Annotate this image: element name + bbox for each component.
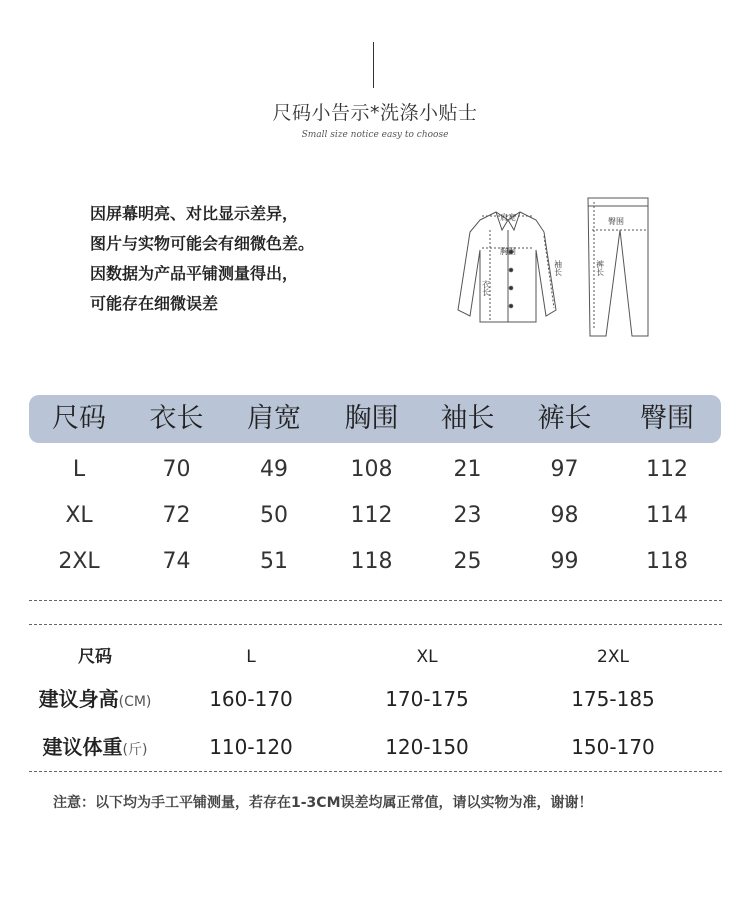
- header-cell: 衣长: [149, 403, 204, 434]
- table-cell: XL: [65, 503, 93, 528]
- table-cell: 99: [550, 549, 579, 574]
- recommend-row-label: [29, 683, 161, 712]
- table-cell: 112: [350, 503, 393, 528]
- recommend-row: [29, 683, 722, 712]
- page-subtitle: Small size notice easy to choose: [301, 130, 449, 140]
- header-cell: 臀围: [640, 403, 694, 434]
- header-cell: 裤长: [537, 403, 592, 434]
- length-label: 衣长: [481, 280, 491, 296]
- recommend-cell: 175-185: [571, 687, 655, 711]
- table-cell: 108: [350, 457, 393, 482]
- recommend-header-cell: L: [246, 647, 256, 667]
- table-cell: L: [72, 457, 86, 482]
- title-divider: [373, 42, 374, 88]
- table-cell: 21: [453, 457, 482, 482]
- table-cell: 70: [162, 457, 191, 482]
- recommend-cell: 150-170: [571, 735, 655, 759]
- pants-outline-icon: [588, 198, 648, 336]
- table-cell: 97: [550, 457, 579, 482]
- notice-line: 可能存在细微误差: [90, 294, 219, 313]
- notice-text: [90, 199, 314, 319]
- table-cell: 74: [162, 549, 191, 574]
- table-cell: 50: [260, 503, 288, 528]
- table-cell: 118: [646, 549, 688, 574]
- recommend-header-label: 尺码: [78, 647, 112, 667]
- recommend-header-cell: 2XL: [597, 647, 629, 667]
- recommend-row-label: [29, 731, 161, 760]
- sleeve-label: 袖长: [553, 260, 563, 276]
- table-cell: 98: [550, 503, 579, 528]
- table-cell: 25: [453, 549, 482, 574]
- table-cell: 114: [646, 503, 688, 528]
- table-row: [29, 457, 721, 482]
- header-cell: 尺码: [52, 403, 106, 434]
- recommend-cell: 110-120: [209, 735, 293, 759]
- pants-length-label: 裤长: [595, 260, 605, 276]
- footnote: 注意：以下均为手工平铺测量，若存在1-3CM误差均属正常值，请以实物为准，谢谢！: [53, 795, 593, 811]
- weight-label: 建议体重: [42, 735, 123, 759]
- header-cell: 肩宽: [247, 403, 301, 434]
- table-cell: 49: [260, 457, 288, 482]
- recommend-header-cell: XL: [416, 647, 438, 667]
- hip-label: 臀围: [608, 217, 624, 226]
- notice-line: 因数据为产品平铺测量得出，: [90, 264, 299, 283]
- table-cell: 118: [350, 549, 393, 574]
- notice-line: 图片与实物可能会有细微色差。: [90, 234, 315, 253]
- header-cell: 胸围: [344, 403, 399, 434]
- measurement-diagram: [448, 190, 653, 340]
- height-unit: (CM): [118, 694, 152, 710]
- height-label: 建议身高: [38, 687, 119, 711]
- table-cell: 112: [646, 457, 688, 482]
- page-title: 尺码小告示*洗涤小贴士: [272, 102, 478, 124]
- dashed-divider: [29, 600, 722, 601]
- table-row: [29, 503, 721, 528]
- weight-unit: (斤): [122, 742, 148, 758]
- chest-label: 胸围: [500, 247, 516, 256]
- dashed-divider: [29, 771, 722, 772]
- table-cell: 2XL: [58, 549, 100, 574]
- table-cell: 23: [453, 503, 482, 528]
- recommend-cell: 170-175: [385, 687, 469, 711]
- notice-line: 因屏幕明亮、对比显示差异，: [90, 204, 299, 223]
- table-cell: 51: [260, 549, 288, 574]
- shirt-outline-icon: [458, 212, 563, 322]
- table-row: [29, 549, 721, 574]
- dashed-divider: [29, 624, 722, 625]
- size-table-header: [29, 395, 721, 443]
- table-cell: 72: [162, 503, 191, 528]
- recommend-header-row: [29, 642, 722, 667]
- recommend-row: [29, 731, 722, 760]
- header-cell: 袖长: [440, 403, 495, 434]
- recommend-cell: 120-150: [385, 735, 469, 759]
- recommend-cell: 160-170: [209, 687, 293, 711]
- shoulder-label: 肩宽: [500, 213, 516, 222]
